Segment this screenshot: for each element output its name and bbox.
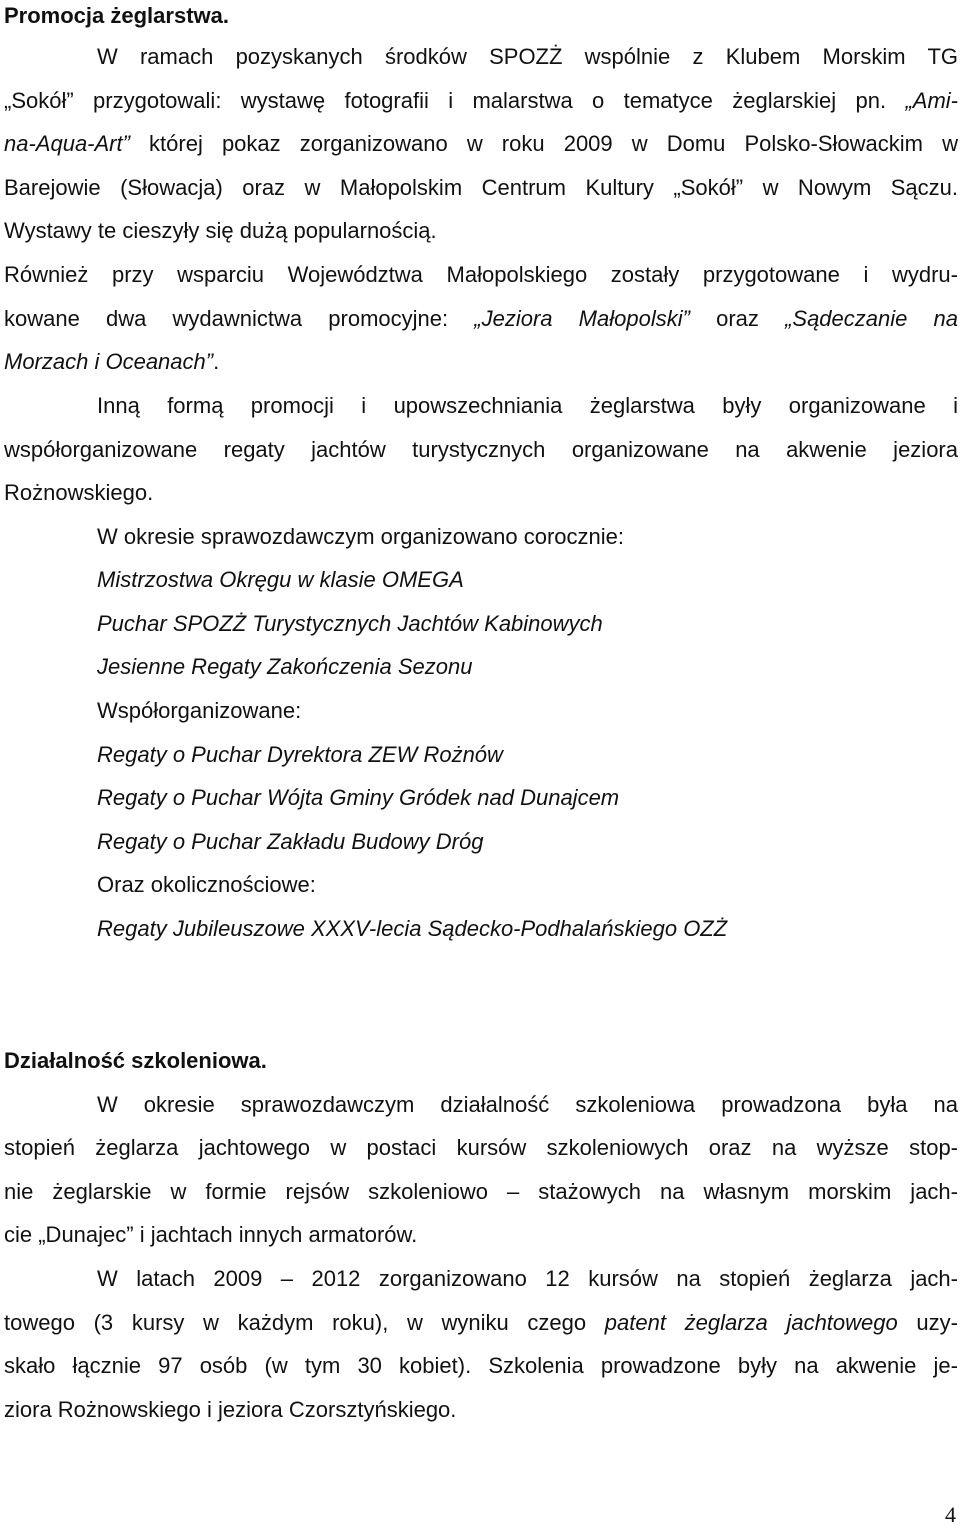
occasional-label: Oraz okolicznościowe: [97, 872, 316, 897]
paragraph-line: cie „Dunajec” i jachtach innych armatorów. [4, 1222, 418, 1247]
paragraph-line: Inną formą promocji i upowszechniania żeglarstwa były organizowane i [97, 393, 958, 418]
paragraph-line: ziora Rożnowskiego i jeziora Czorsztyńskiego. [4, 1397, 457, 1422]
section-heading-promotion: Promocja żeglarstwa. [4, 3, 229, 28]
paragraph-line: skało łącznie 97 osób (w tym 30 kobiet). Szkolenia prowadzone były na akwenie je- [4, 1353, 958, 1378]
paragraph-line: Rożnowskiego. [4, 480, 154, 505]
paragraph-line: W ramach pozyskanych środków SPOZŻ wspólnie z Klubem Morskim TG [97, 44, 958, 69]
paragraph-line: współorganizowane regaty jachtów turystycznych organizowane na akwenie jeziora [4, 437, 958, 462]
paragraph-line: W okresie sprawozdawczym działalność szkoleniowa prowadzona była na [97, 1092, 958, 1117]
co-organized-label: Współorganizowane: [97, 698, 302, 723]
paragraph-line: Barejowie (Słowacja) oraz w Małopolskim Centrum Kultury „Sokół” w Nowym Sączu. [4, 175, 958, 200]
regatta-item: Regaty Jubileuszowe XXXV-lecia Sądecko-Podhalańskiego OZŻ [97, 916, 728, 941]
paragraph-line: stopień żeglarza jachtowego w postaci kursów szkoleniowych oraz na wyższe stop- [4, 1135, 958, 1160]
paragraph-line: „Sokół” przygotowali: wystawę fotografii i malarstwa o tematyce żeglarskiej pn. „Ami- [4, 88, 958, 113]
paragraph-line: Również przy wsparciu Województwa Małopolskiego zostały przygotowane i wydru- [4, 262, 958, 287]
page-number: 4 [945, 1502, 956, 1527]
paragraph-line: W okresie sprawozdawczym organizowano corocznie: [97, 524, 624, 549]
regatta-item: Puchar SPOZŻ Turystycznych Jachtów Kabinowych [97, 611, 603, 636]
regatta-item: Regaty o Puchar Dyrektora ZEW Rożnów [97, 742, 503, 767]
paragraph-line: Wystawy te cieszyły się dużą popularnością. [4, 218, 437, 243]
regatta-item: Regaty o Puchar Wójta Gminy Gródek nad Dunajcem [97, 785, 620, 810]
paragraph-line: nie żeglarskie w formie rejsów szkoleniowo – stażowych na własnym morskim jach- [4, 1179, 958, 1204]
paragraph-line: towego (3 kursy w każdym roku), w wyniku czego patent żeglarza jachtowego uzy- [4, 1310, 958, 1335]
paragraph-line: Morzach i Oceanach”. [4, 349, 220, 374]
regatta-item: Regaty o Puchar Zakładu Budowy Dróg [97, 829, 484, 854]
regatta-item: Jesienne Regaty Zakończenia Sezonu [97, 654, 473, 679]
paragraph-line: kowane dwa wydawnictwa promocyjne: „Jeziora Małopolski” oraz „Sądeczanie na [4, 306, 958, 331]
regatta-item: Mistrzostwa Okręgu w klasie OMEGA [97, 567, 464, 592]
paragraph-line: W latach 2009 – 2012 zorganizowano 12 kursów na stopień żeglarza jach- [97, 1266, 958, 1291]
section-heading-training: Działalność szkoleniowa. [4, 1048, 267, 1073]
paragraph-line: na-Aqua-Art” której pokaz zorganizowano w roku 2009 w Domu Polsko-Słowackim w [4, 131, 958, 156]
